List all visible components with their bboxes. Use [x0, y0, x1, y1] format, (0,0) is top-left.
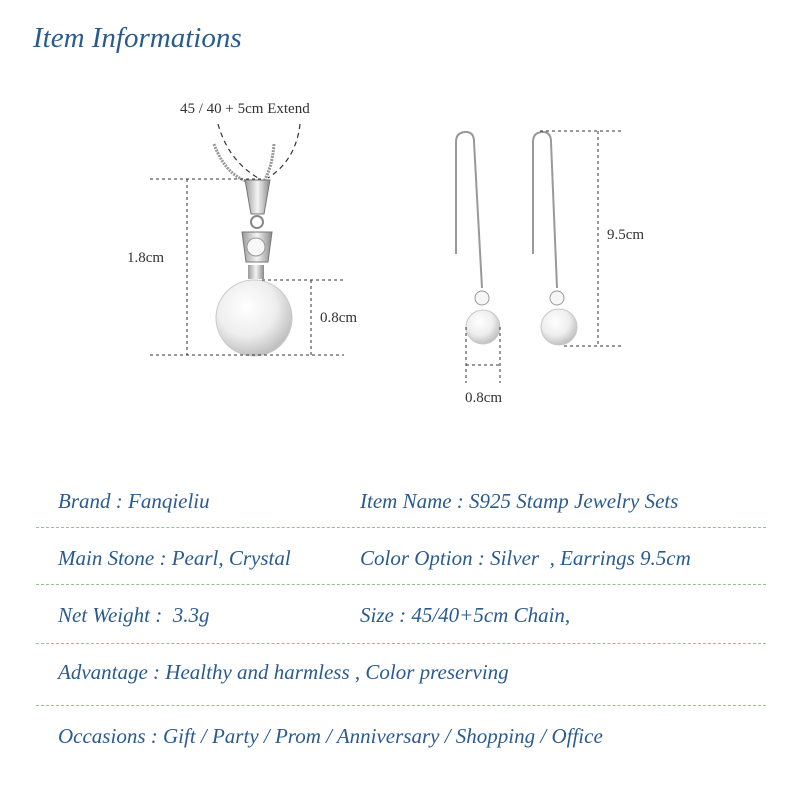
threader-earrings	[456, 131, 622, 383]
details-row	[36, 644, 766, 706]
page-title: Item Informations	[33, 22, 242, 54]
item-name: Item Name : S925 Stamp Jewelry Sets	[360, 489, 679, 513]
brand: Brand : Fanqieliu	[58, 489, 210, 513]
details-row	[36, 470, 766, 528]
earring-pearl-label: 0.8cm	[465, 390, 503, 406]
main-stone: Main Stone : Pearl, Crystal	[58, 546, 291, 570]
pendant-height-label: 1.8cm	[127, 250, 165, 266]
advantage: Advantage : Healthy and harmless , Color preserving	[58, 660, 509, 684]
pendant-pearl-label: 0.8cm	[320, 310, 358, 326]
details-row	[36, 528, 766, 585]
chain-length-label: 45 / 40 + 5cm Extend	[180, 101, 310, 117]
earring-length-label: 9.5cm	[607, 227, 645, 243]
details-row	[36, 706, 766, 766]
details-row	[36, 585, 766, 644]
occasions: Occasions : Gift / Party / Prom / Anniversary / Shopping / Office	[58, 724, 603, 748]
necklace-pendant	[150, 124, 344, 356]
net-weight: Net Weight : 3.3g	[58, 603, 210, 627]
size: Size : 45/40+5cm Chain,	[360, 603, 571, 627]
color-option: Color Option : Silver , Earrings 9.5cm	[360, 546, 691, 570]
